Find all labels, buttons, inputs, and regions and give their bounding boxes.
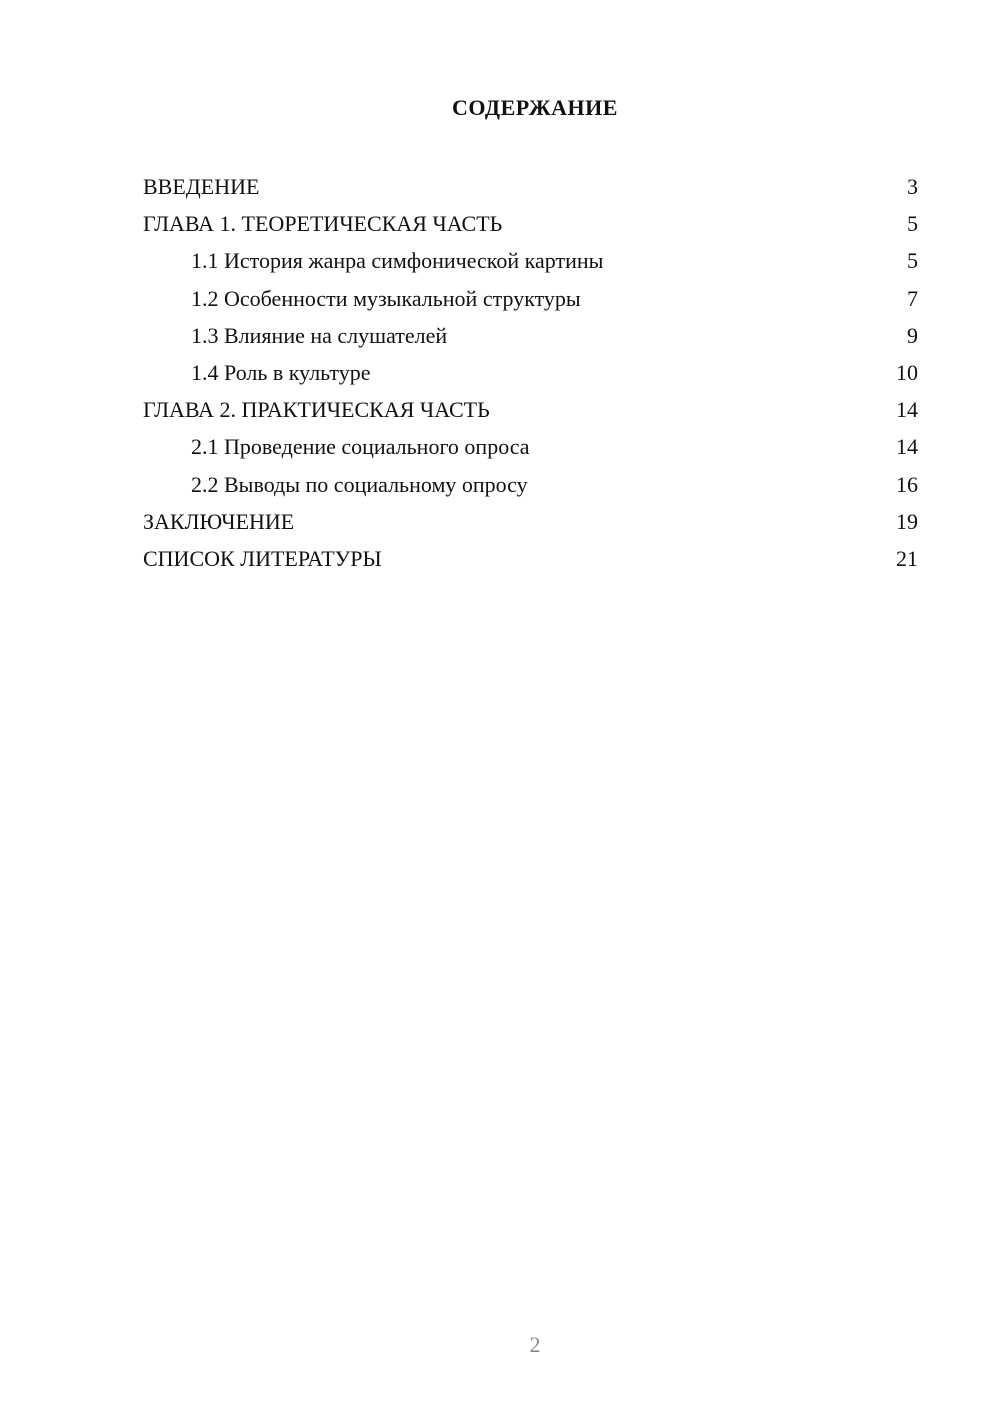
table-of-contents — [143, 168, 918, 577]
toc-entry-label: ГЛАВА 2. ПРАКТИЧЕСКАЯ ЧАСТЬ — [143, 397, 490, 423]
toc-entry-page: 16 — [896, 471, 918, 497]
toc-entry-page: 21 — [896, 545, 918, 571]
toc-entry-page: 7 — [907, 285, 918, 311]
toc-entry-references[interactable] — [143, 540, 918, 577]
toc-entry-label: 2.1 Проведение социального опроса — [191, 434, 530, 460]
toc-entry-section-2-1[interactable] — [143, 428, 918, 465]
toc-entry-page: 9 — [907, 322, 918, 348]
toc-entry-page: 14 — [896, 397, 918, 423]
toc-entry-label: 1.3 Влияние на слушателей — [191, 322, 448, 348]
toc-entry-page: 3 — [907, 174, 918, 199]
toc-entry-section-1-3[interactable] — [143, 317, 918, 354]
toc-entry-section-1-4[interactable] — [143, 354, 918, 391]
toc-entry-page: 14 — [896, 434, 918, 460]
toc-entry-label: ВВЕДЕНИЕ — [143, 174, 260, 199]
toc-entry-label: 1.2 Особенности музыкальной структуры — [191, 285, 581, 311]
toc-entry-chapter-1[interactable] — [143, 205, 918, 242]
toc-entry-label: 1.4 Роль в культуре — [191, 359, 371, 385]
toc-entry-conclusion[interactable] — [143, 503, 918, 540]
toc-entry-page: 5 — [907, 211, 918, 237]
toc-entry-page: 19 — [896, 508, 918, 534]
toc-entry-page: 5 — [907, 248, 918, 274]
page-number: 2 — [529, 1332, 541, 1357]
toc-entry-label: 1.1 История жанра симфонической картины — [191, 248, 604, 274]
page-title: СОДЕРЖАНИЕ — [452, 95, 618, 120]
toc-entry-label: СПИСОК ЛИТЕРАТУРЫ — [143, 545, 382, 571]
toc-entry-chapter-2[interactable] — [143, 391, 918, 428]
toc-entry-introduction[interactable] — [143, 168, 918, 205]
toc-entry-label: ГЛАВА 1. ТЕОРЕТИЧЕСКАЯ ЧАСТЬ — [143, 211, 503, 237]
toc-entry-section-1-1[interactable] — [143, 242, 918, 279]
toc-entry-section-1-2[interactable] — [143, 280, 918, 317]
toc-entry-label: ЗАКЛЮЧЕНИЕ — [143, 508, 295, 534]
toc-entry-section-2-2[interactable] — [143, 466, 918, 503]
toc-entry-label: 2.2 Выводы по социальному опросу — [191, 471, 528, 497]
toc-entry-page: 10 — [896, 359, 918, 385]
